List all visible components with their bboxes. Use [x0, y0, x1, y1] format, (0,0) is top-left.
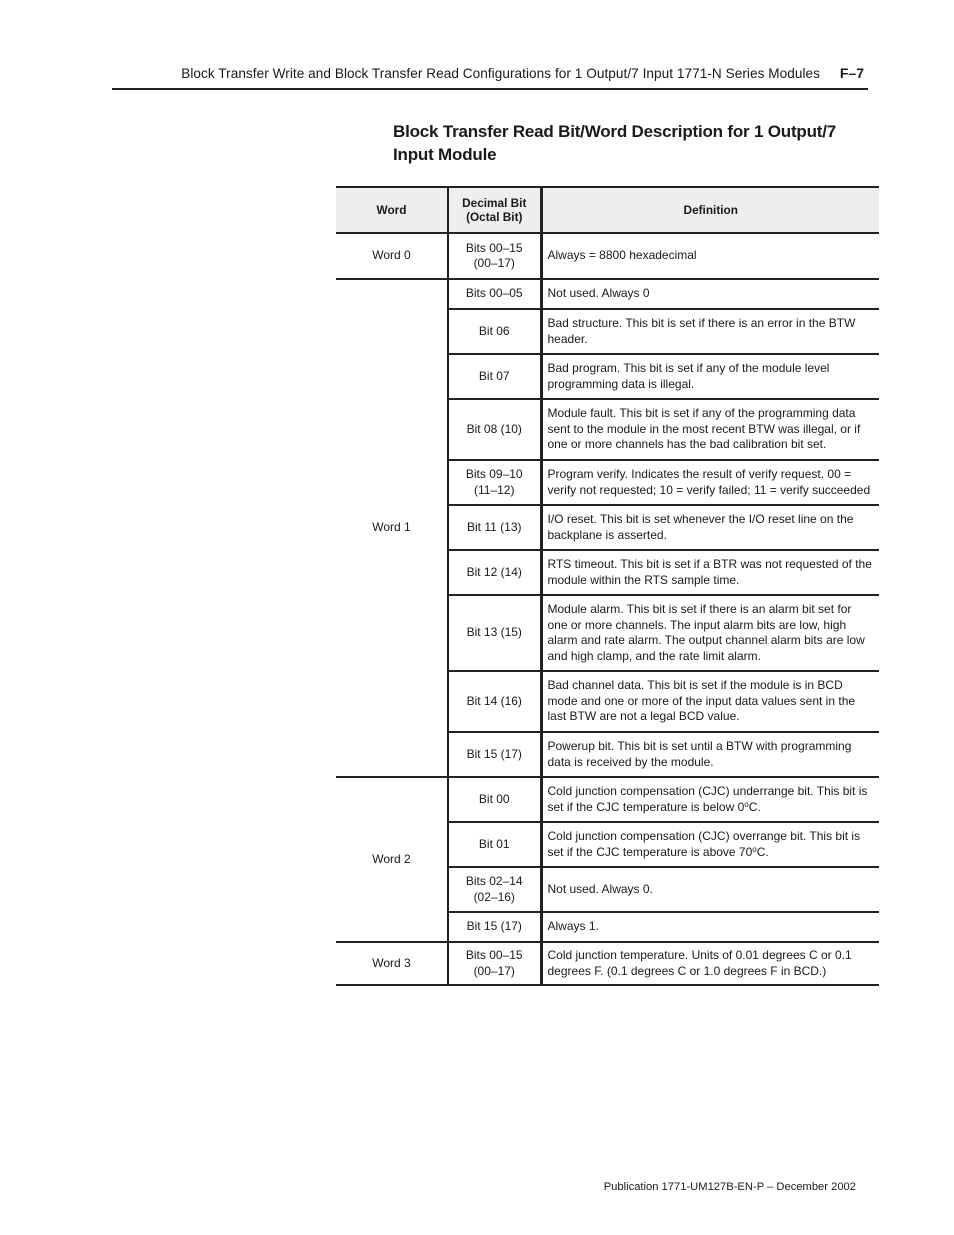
definition-cell: Cold junction temperature. Units of 0.01 degrees C or 0.1 degrees F. (0.1 degrees C or 1.0 degrees F in BCD.)	[541, 942, 879, 985]
bit-label: Bit 12 (14)	[466, 564, 522, 579]
table-row	[336, 777, 879, 822]
table-row	[336, 279, 879, 309]
header-title: Block Transfer Write and Block Transfer Read Configurations for 1 Output/7 Input 1771-N Series Modules	[181, 66, 820, 81]
column-header-bit-label: Decimal Bit (Octal Bit)	[462, 196, 527, 224]
bit-cell	[448, 777, 541, 822]
word-cell: Word 1	[336, 279, 448, 777]
bit-label: Bit 01	[478, 836, 510, 851]
bit-cell	[448, 550, 541, 595]
definition-cell: Always 1.	[541, 912, 879, 942]
definition-cell: Bad structure. This bit is set if there is an error in the BTW header.	[541, 309, 879, 354]
bit-cell	[448, 505, 541, 550]
definition-cell: Bad program. This bit is set if any of the module level programming data is illegal.	[541, 354, 879, 399]
bit-cell	[448, 279, 541, 309]
definition-cell: Program verify. Indicates the result of verify request. 00 = verify not requested; 10 = verify failed; 11 = verify succeeded	[541, 460, 879, 505]
bit-label: Bits 02–14 (02–16)	[465, 874, 523, 904]
degree-superscript: o	[744, 799, 749, 809]
bit-word-table	[336, 186, 879, 986]
publication-footer: Publication 1771-UM127B-EN-P – December 2002	[603, 1181, 856, 1193]
bit-label: Bit 14 (16)	[466, 693, 522, 708]
definition-cell: Module fault. This bit is set if any of the programming data sent to the module in the most recent BTW was illegal, or if one or more channels has the bad calibration bit set.	[541, 399, 879, 460]
definition-cell: Cold junction compensation (CJC) underrange bit. This bit is set if the CJC temperature is below 0$^o$C.	[541, 777, 879, 822]
bit-label: Bit 15 (17)	[466, 746, 522, 761]
bit-cell	[448, 233, 541, 279]
table-row	[336, 233, 879, 279]
bit-cell	[448, 354, 541, 399]
bit-label: Bit 13 (15)	[466, 625, 522, 640]
bit-cell	[448, 822, 541, 867]
running-header	[112, 64, 868, 90]
bit-cell	[448, 732, 541, 777]
table-row	[336, 942, 879, 985]
bit-label: Bits 00–05	[465, 286, 523, 301]
definition-cell: RTS timeout. This bit is set if a BTR was not requested of the module within the RTS sample time.	[541, 550, 879, 595]
bit-label: Bits 09–10 (11–12)	[465, 467, 523, 497]
bit-label: Bit 00	[478, 791, 510, 806]
bit-cell	[448, 460, 541, 505]
bit-cell	[448, 595, 541, 671]
bit-cell	[448, 399, 541, 460]
bit-label: Bits 00–15 (00–17)	[465, 240, 523, 270]
definition-cell: Not used. Always 0	[541, 279, 879, 309]
bit-label: Bit 15 (17)	[466, 919, 522, 934]
page-number: F–7	[839, 65, 864, 81]
definition-cell: I/O reset. This bit is set whenever the I/O reset line on the backplane is asserted.	[541, 505, 879, 550]
section-title: Block Transfer Read Bit/Word Description for 1 Output/7 Input Module	[393, 122, 837, 164]
definition-cell: Bad channel data. This bit is set if the module is in BCD mode and one or more of the input data values sent in the last BTW are not a legal BCD value.	[541, 671, 879, 732]
bit-cell	[448, 912, 541, 942]
bit-label: Bit 08 (10)	[466, 421, 522, 436]
column-header-word: Word	[336, 187, 448, 233]
word-cell: Word 0	[336, 233, 448, 279]
column-header-definition: Definition	[541, 187, 879, 233]
table-header-row	[336, 187, 879, 233]
word-cell: Word 3	[336, 942, 448, 985]
bit-cell	[448, 671, 541, 732]
bit-label: Bit 11 (13)	[467, 519, 522, 534]
column-header-bit	[448, 187, 541, 233]
definition-cell: Not used. Always 0.	[541, 867, 879, 912]
degree-superscript: o	[752, 844, 757, 854]
bit-cell	[448, 942, 541, 985]
table-body	[336, 233, 879, 985]
bit-cell	[448, 867, 541, 912]
bit-cell	[448, 309, 541, 354]
bit-label: Bit 07	[478, 368, 510, 383]
bit-label: Bit 06	[478, 323, 510, 338]
definition-cell: Module alarm. This bit is set if there is an alarm bit set for one or more channels. The input alarm bits are low, high alarm and rate alarm. The output channel alarm bits are low and high clamp, and the rate limit alarm.	[541, 595, 879, 671]
definition-cell: Always = 8800 hexadecimal	[541, 233, 879, 279]
definition-cell: Cold junction compensation (CJC) overrange bit. This bit is set if the CJC temperature is above 70$^o$C.	[541, 822, 879, 867]
word-cell: Word 2	[336, 777, 448, 942]
definition-cell: Powerup bit. This bit is set until a BTW with programming data is received by the module.	[541, 732, 879, 777]
bit-label: Bits 00–15 (00–17)	[465, 948, 523, 978]
